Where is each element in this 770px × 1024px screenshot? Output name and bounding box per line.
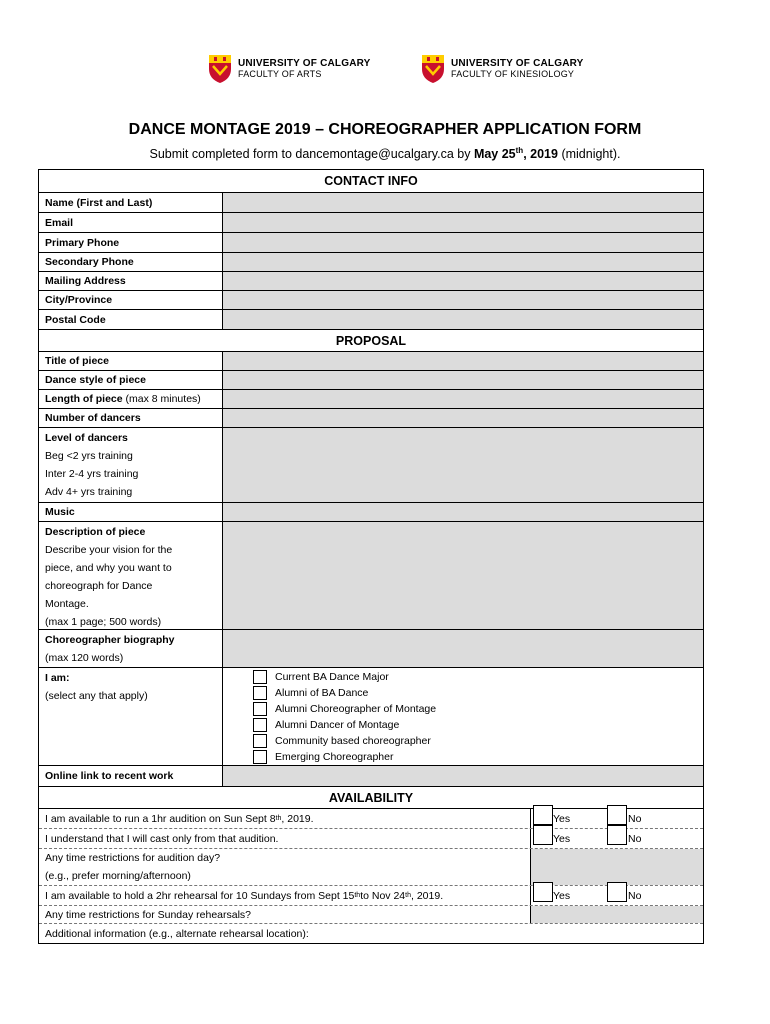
q3-text: Any time restrictions for audition day? — [45, 852, 221, 864]
field-primary-phone — [39, 233, 703, 253]
additional-info-input[interactable]: Additional information (e.g., alternate rehearsal location): — [45, 927, 309, 940]
application-form — [38, 169, 704, 944]
yes-checkbox[interactable] — [533, 825, 553, 845]
no-checkbox[interactable] — [607, 805, 627, 825]
no-checkbox[interactable] — [607, 882, 627, 902]
field-label: I am: — [45, 672, 70, 684]
rehearsal-restrictions-input[interactable] — [531, 906, 703, 923]
checkbox[interactable] — [253, 686, 267, 700]
field-note: piece, and why you want to — [45, 562, 172, 574]
field-label: Description of piece — [45, 526, 146, 538]
field-mailing-address — [39, 272, 703, 291]
availability-header: AVAILABILITY — [39, 786, 703, 809]
level-option: Beg <2 yrs training — [45, 450, 133, 462]
availability-audition-restrictions-row — [39, 849, 703, 886]
field-note: (max 120 words) — [45, 652, 124, 664]
field-i-am — [39, 668, 703, 766]
field-name — [39, 193, 703, 213]
field-length-of-piece — [39, 390, 703, 409]
checkbox-label: Alumni Dancer of Montage — [275, 719, 400, 731]
i-am-checklist — [223, 668, 703, 765]
subtitle-prefix: Submit completed form to dancemontage@ucalgary.ca by — [149, 147, 474, 162]
field-email — [39, 213, 703, 233]
yes-no-options — [531, 829, 703, 848]
q4-sup: th — [405, 892, 411, 899]
checkbox-label: Alumni Choreographer of Montage — [275, 703, 437, 715]
field-label: Music — [45, 506, 75, 518]
university-crest-icon — [208, 54, 232, 84]
field-secondary-phone — [39, 253, 703, 272]
field-label: Email — [45, 216, 74, 229]
availability-question: Any time restrictions for Sunday rehearsals? — [39, 906, 531, 923]
yes-label: Yes — [553, 832, 571, 845]
field-label: Primary Phone — [45, 236, 120, 249]
field-description — [39, 522, 703, 630]
logo-faculty-name: FACULTY OF ARTS — [238, 69, 322, 79]
level-option: Adv 4+ yrs training — [45, 486, 133, 498]
field-note: choreograph for Dance — [45, 580, 153, 592]
deadline-year: , 2019 — [523, 147, 558, 162]
iam-option-alumni-ba[interactable] — [253, 686, 368, 700]
field-label: Mailing Address — [45, 275, 126, 287]
online-link-input[interactable] — [223, 766, 703, 786]
yes-label: Yes — [553, 812, 571, 825]
field-biography — [39, 630, 703, 668]
iam-option-current-ba[interactable] — [253, 670, 389, 684]
email-input[interactable] — [223, 213, 703, 232]
availability-rehearsal-row — [39, 886, 703, 906]
postal-code-input[interactable] — [223, 310, 703, 329]
no-label: No — [628, 832, 642, 845]
primary-phone-input[interactable] — [223, 233, 703, 252]
q4-sup: th — [354, 892, 361, 899]
checkbox-label: Emerging Choreographer — [275, 751, 394, 763]
level-of-dancers-input[interactable] — [223, 428, 703, 502]
field-note: Describe your vision for the — [45, 544, 173, 556]
field-city-province — [39, 291, 703, 310]
iam-option-community[interactable] — [253, 734, 431, 748]
field-note: (max 8 minutes) — [122, 393, 201, 405]
title-of-piece-input[interactable] — [223, 352, 703, 370]
checkbox[interactable] — [253, 734, 267, 748]
availability-rehearsal-restrictions-row — [39, 906, 703, 924]
iam-option-alumni-dancer[interactable] — [253, 718, 399, 732]
iam-option-emerging[interactable] — [253, 750, 393, 764]
yes-checkbox[interactable] — [533, 882, 553, 902]
field-dance-style — [39, 371, 703, 390]
contact-info-header: CONTACT INFO — [39, 170, 703, 193]
form-subtitle — [0, 146, 770, 161]
field-title-of-piece — [39, 352, 703, 371]
audition-restrictions-input[interactable] — [531, 849, 703, 885]
field-note: (max 1 page; 500 words) — [45, 616, 162, 628]
field-online-link — [39, 766, 703, 786]
q4-text: I am available to hold a 2hr rehearsal for 10 Sundays from Sept 15 — [45, 889, 355, 902]
availability-cast-row — [39, 829, 703, 849]
city-province-input[interactable] — [223, 291, 703, 309]
availability-additional-row — [39, 924, 703, 943]
availability-question — [39, 849, 531, 885]
field-note: (select any that apply) — [45, 690, 148, 702]
iam-option-alumni-choreographer[interactable] — [253, 702, 436, 716]
deadline-sup: th — [515, 146, 524, 155]
proposal-header: PROPOSAL — [39, 329, 703, 352]
availability-question: I understand that I will cast only from that audition. — [39, 829, 531, 848]
secondary-phone-input[interactable] — [223, 253, 703, 271]
level-option: Inter 2-4 yrs training — [45, 468, 139, 480]
checkbox-label: Current BA Dance Major — [275, 671, 389, 683]
field-label: Choreographer biography — [45, 634, 175, 646]
field-label: Level of dancers — [45, 432, 128, 444]
checkbox[interactable] — [253, 718, 267, 732]
availability-question — [39, 886, 531, 905]
q1-text-end: , 2019. — [281, 812, 314, 825]
logo-faculty-of-kinesiology — [421, 52, 584, 86]
checkbox-label: Alumni of BA Dance — [275, 687, 369, 699]
yes-no-options — [531, 886, 703, 905]
field-label: Number of dancers — [45, 412, 141, 424]
checkbox[interactable] — [253, 702, 267, 716]
availability-audition-row — [39, 809, 703, 829]
no-label: No — [628, 812, 642, 825]
yes-label: Yes — [553, 889, 571, 902]
name-input[interactable] — [223, 193, 703, 212]
field-label: Secondary Phone — [45, 256, 134, 268]
q1-sup: th — [275, 815, 282, 822]
field-level-of-dancers — [39, 428, 703, 503]
description-input[interactable] — [223, 522, 703, 629]
logo-faculty-name: FACULTY OF KINESIOLOGY — [451, 69, 575, 79]
field-label: Length of piece — [45, 393, 123, 405]
field-label: Dance style of piece — [45, 374, 146, 386]
field-postal-code — [39, 310, 703, 329]
checkbox[interactable] — [253, 670, 267, 684]
availability-question — [39, 809, 531, 828]
logo-university-name: UNIVERSITY OF CALGARY — [451, 58, 584, 69]
logo-faculty-of-arts — [208, 52, 371, 86]
q3-note: (e.g., prefer morning/afternoon) — [45, 870, 191, 882]
no-label: No — [628, 889, 642, 902]
field-label: Online link to recent work — [45, 770, 174, 782]
field-music — [39, 503, 703, 522]
field-note: Montage. — [45, 598, 89, 610]
q1-text: I am available to run a 1hr audition on Sun Sept 8 — [45, 812, 276, 825]
university-crest-icon — [421, 54, 445, 84]
q4-text-mid: to Nov 24 — [360, 889, 406, 902]
number-of-dancers-input[interactable] — [223, 409, 703, 427]
no-checkbox[interactable] — [607, 825, 627, 845]
checkbox[interactable] — [253, 750, 267, 764]
dance-style-input[interactable] — [223, 371, 703, 389]
field-label: Postal Code — [45, 313, 106, 326]
yes-checkbox[interactable] — [533, 805, 553, 825]
length-of-piece-input[interactable] — [223, 390, 703, 408]
music-input[interactable] — [223, 503, 703, 521]
form-title: DANCE MONTAGE 2019 – CHOREOGRAPHER APPLICATION FORM — [128, 121, 642, 138]
field-label: Name (First and Last) — [45, 196, 153, 209]
mailing-address-input[interactable] — [223, 272, 703, 290]
logo-university-name: UNIVERSITY OF CALGARY — [238, 58, 371, 69]
checkbox-label: Community based choreographer — [275, 735, 431, 747]
biography-input[interactable] — [223, 630, 703, 667]
field-number-of-dancers — [39, 409, 703, 428]
subtitle-suffix: (midnight). — [557, 147, 621, 162]
field-label: Title of piece — [45, 355, 109, 367]
field-label: City/Province — [45, 294, 113, 306]
q4-text-end: , 2019. — [411, 889, 444, 902]
deadline-date: May 25 — [473, 147, 516, 162]
